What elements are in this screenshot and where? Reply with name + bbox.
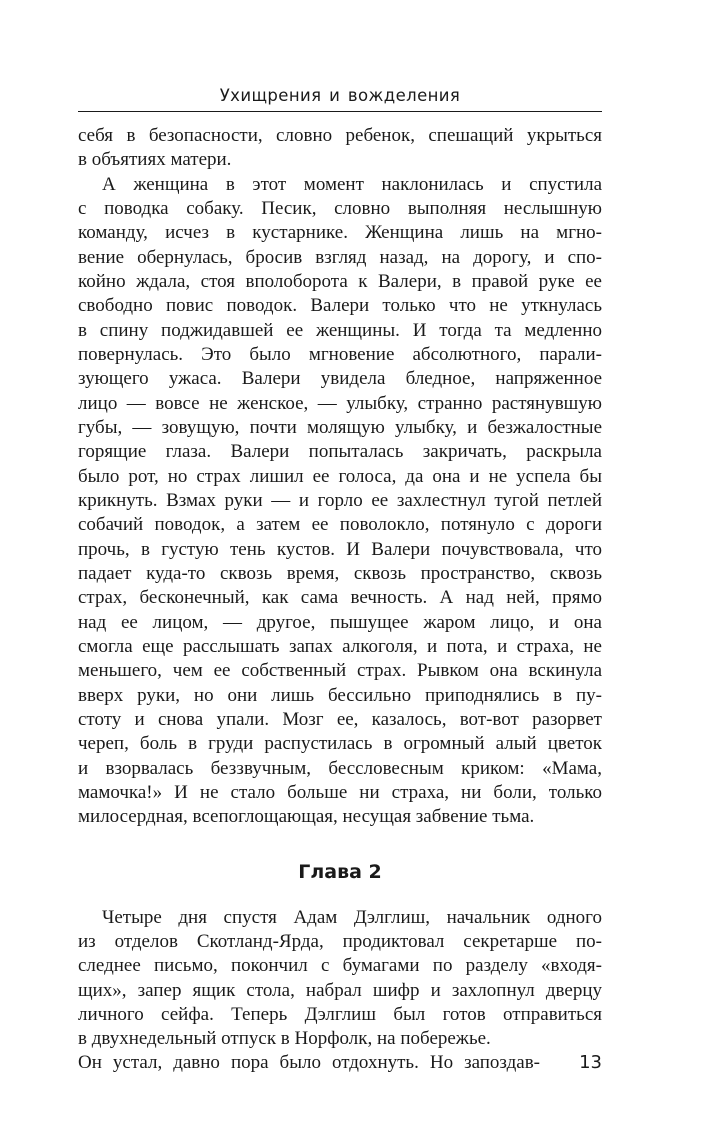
text-line: повернулась. Это было мгновение абсолютного, парали- — [78, 343, 602, 365]
text-line: было рот, но страх лишил ее голоса, да она и не успела бы — [78, 465, 602, 487]
text-line: вверх руки, но они лишь бессильно приподнялись в пу- — [78, 684, 602, 706]
text-line: смогла еще расслышать запах алкоголя, и пота, и страха, не — [78, 635, 602, 657]
text-line: зующего ужаса. Валери увидела бледное, напряженное — [78, 368, 602, 390]
page-body — [78, 124, 602, 1076]
text-line: Он устал, давно пора было отдохнуть. Но запоздав- — [78, 1052, 540, 1074]
text-line: Четыре дня спустя Адам Дэлглиш, начальник одного — [102, 906, 602, 928]
text-line: страх, бесконечный, как сама вечность. А над ней, прямо — [78, 587, 602, 609]
text-line: падает куда-то сквозь время, сквозь пространство, сквозь — [78, 562, 602, 584]
text-line: лицо — вовсе не женское, — улыбку, странно растянувшую — [78, 392, 602, 414]
text-line: стоту и снова упали. Мозг ее, казалось, вот-вот разорвет — [78, 708, 602, 730]
running-head: Ухищрения и вожделения — [219, 86, 461, 105]
text-line: в спину поджидавшей ее женщины. И тогда та медленно — [78, 319, 602, 341]
final-row — [78, 1051, 602, 1075]
text-line: щих», запер ящик стола, набрал шифр и захлопнул дверцу — [78, 979, 602, 1001]
text-line: череп, боль в груди распустилась в огромный алый цветок — [78, 733, 602, 755]
text-line: крикнуть. Взмах руки — и горло ее захлестнул тугой петлей — [78, 489, 602, 511]
text-line: милосердная, всепоглощающая, несущая забвение тьма. — [78, 806, 535, 828]
text-line: горящие глаза. Валери попыталась закричать, раскрыла — [78, 441, 602, 463]
text-line: меньшего, чем ее собственный страх. Рывком она вскинула — [78, 660, 602, 682]
text-line: в двухнедельный отпуск в Норфолк, на побережье. — [78, 1028, 491, 1050]
text-line: собачий поводок, а затем ее поволокло, потянуло с дороги — [78, 514, 602, 536]
text-line: команду, исчез в кустарнике. Женщина лишь на мгно- — [78, 222, 602, 244]
text-line: прочь, в густую тень кустов. И Валери почувствовала, что — [78, 538, 602, 560]
text-line: себя в безопасности, словно ребенок, спешащий укрыться — [78, 125, 602, 146]
text-line: над ее лицом, — другое, пышущее жаром лицо, и она — [78, 611, 602, 633]
text-line: свободно повис поводок. Валери только что не уткнулась — [78, 295, 602, 317]
text-line: в объятиях матери. — [78, 149, 232, 171]
text-line: мамочка!» И не стало больше ни страха, ни боли, только — [78, 781, 602, 803]
chapter-title: Глава 2 — [298, 860, 382, 883]
text-line: с поводка собаку. Песик, словно выполняя неслышную — [78, 197, 602, 219]
text-line: личного сейфа. Теперь Дэлглиш был готов отправиться — [78, 1003, 602, 1025]
text-line: из отделов Скотланд-Ярда, продиктовал секретарше по- — [78, 930, 602, 952]
text-line: следнее письмо, покончил с бумагами по разделу «входя- — [78, 955, 602, 977]
text-line: вение обернулась, бросив взгляд назад, на дорогу, и спо- — [78, 246, 602, 268]
text-line: койно ждала, стоя вполоборота к Валери, в правой руке ее — [78, 270, 602, 292]
page-number: 13 — [579, 1052, 602, 1074]
text-line: и взорвалась беззвучным, бессловесным криком: «Мама, — [78, 757, 602, 779]
text-line: губы, — зовущую, почти молящую улыбку, и безжалостные — [78, 416, 602, 438]
header-rule — [78, 111, 602, 112]
text-line: А женщина в этот момент наклонилась и спустила — [102, 173, 602, 195]
